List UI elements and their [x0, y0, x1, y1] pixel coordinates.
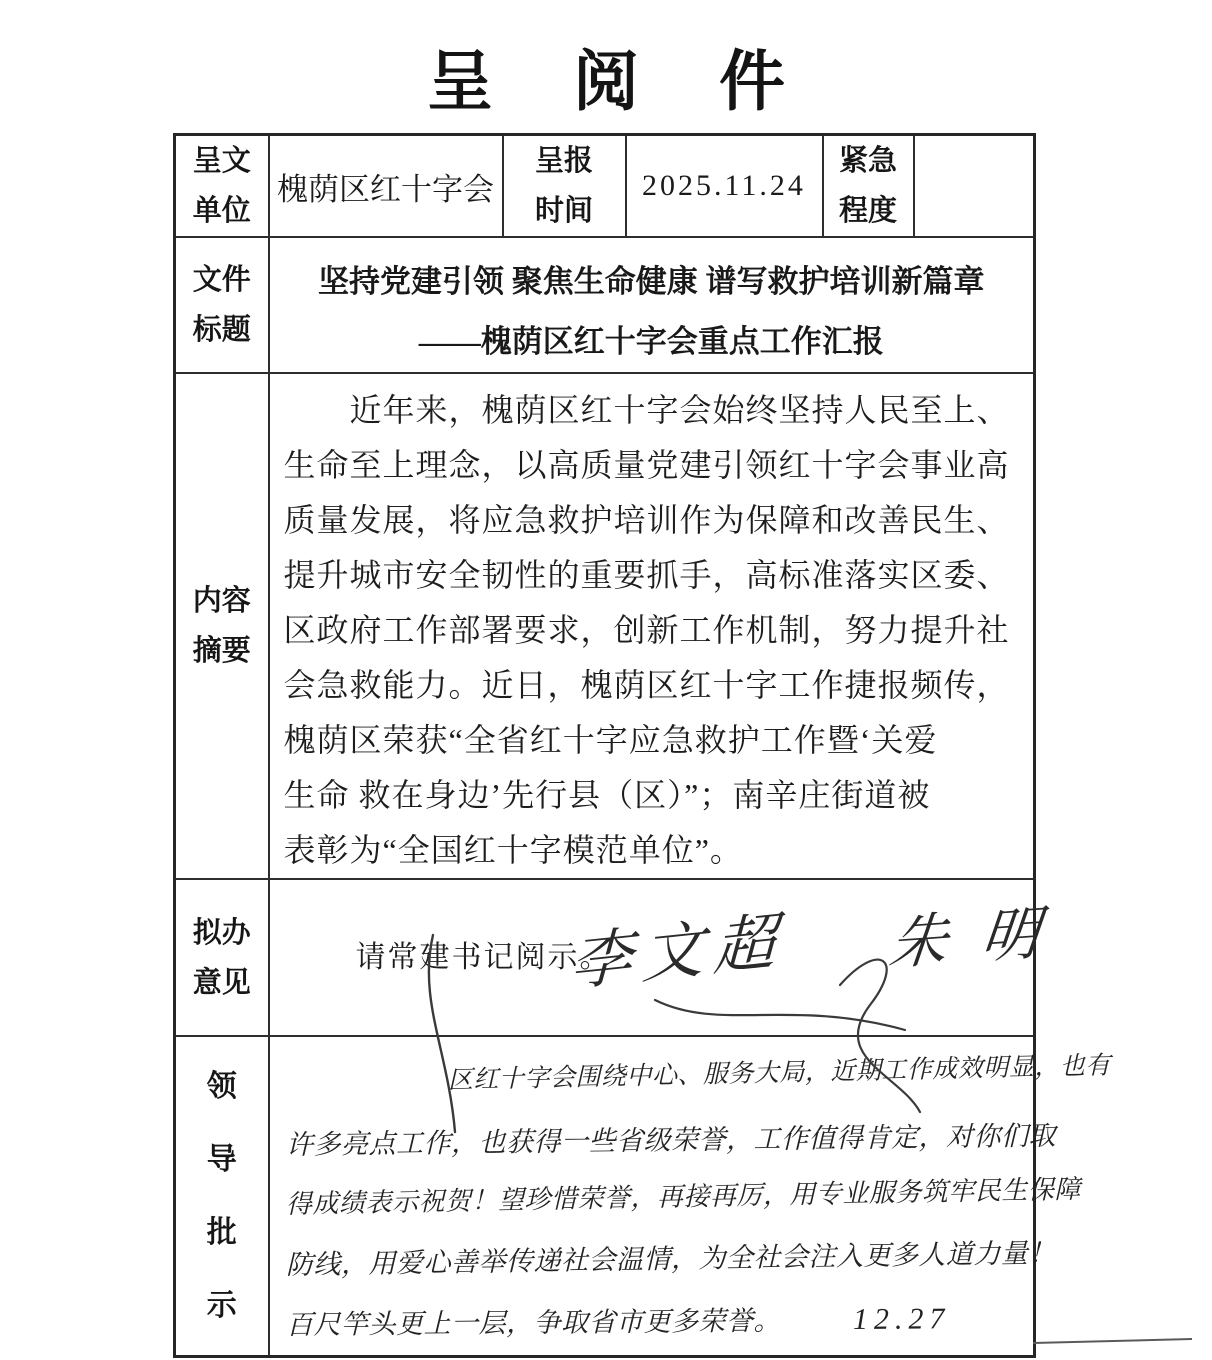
label-summary [175, 373, 269, 879]
label-urgency-text: 紧急程度 [838, 145, 897, 227]
summary-line: 生命 救在身边’先行县（区）”；南辛庄街道被 [283, 776, 931, 813]
label-urgency [823, 135, 914, 238]
row-header [175, 135, 1035, 238]
remarks-line: 区红十字会围绕中心、服务大局，近期工作成效明显，也有 [447, 1052, 1111, 1095]
label-submitting-unit-text: 呈文单位 [192, 145, 251, 227]
row-summary [175, 373, 1035, 879]
remarks-line: 得成绩表示祝贺！望珍惜荣誉，再接再厉，用专业服务筑牢民生保障 [285, 1174, 1081, 1219]
doc-title-line2: ——槐荫区红十字会重点工作汇报 [418, 324, 884, 359]
doc-title-line1: 坚持党建引领 聚焦生命健康 谱写救护培训新篇章 [318, 264, 985, 299]
remarks-line: 防线，用爱心善举传递社会温情，为全社会注入更多人道力量！ [285, 1237, 1056, 1280]
signature-1: 李文超 [568, 907, 786, 999]
remarks-line [285, 1288, 1033, 1355]
urgency-value [914, 135, 1035, 238]
summary-line: 会急救能力。近日，槐荫区红十字工作捷报频传， [283, 666, 1010, 703]
leader-remarks-handwriting [270, 1037, 1111, 1355]
opinion-text: 请常建书记阅示。 [355, 941, 612, 974]
summary-line: 表彰为“全国红十字模范单位”。 [283, 831, 743, 868]
summary-line: 质量发展，将应急救护培训作为保障和改善民生、 [283, 501, 1010, 538]
summary-line: 生命至上理念，以高质量党建引领红十字会事业高 [283, 446, 1010, 483]
remarks-line: 许多亮点工作，也获得一些省级荣誉，工作值得肯定，对你们取 [285, 1120, 1056, 1160]
row-opinion [175, 879, 1035, 1036]
label-submitting-unit [175, 135, 269, 238]
label-proposed-opinion [175, 879, 269, 1036]
remarks-cell [269, 1036, 1111, 1357]
summary-line: 槐荫区荣获“全省红十字应急救护工作暨‘关爱 [283, 721, 938, 758]
label-proposed-opinion-text: 拟办意见 [192, 916, 251, 999]
remarks-last-line-text: 百尺竿头更上一层，争取省市更多荣誉。 [285, 1305, 781, 1340]
label-report-date [503, 135, 626, 238]
row-doc-title [175, 237, 1035, 373]
remarks-date: 12.27 [852, 1302, 951, 1337]
summary-cell [269, 373, 1035, 879]
label-leader-remarks-text: 领导批示 [206, 1070, 237, 1322]
summary-line: 近年来，槐荫区红十字会始终坚持人民至上、 [349, 391, 1010, 428]
summary-line: 提升城市安全韧性的重要抓手，高标准落实区委、 [283, 556, 1010, 593]
page-title [0, 28, 1212, 123]
summary-paragraph [270, 375, 1034, 878]
doc-title-cell [269, 237, 1035, 373]
label-summary-text: 内容摘要 [192, 585, 251, 667]
row-leader-remarks [175, 1036, 1035, 1357]
review-form-table [173, 133, 1111, 1358]
label-doc-title [175, 237, 269, 373]
report-date-value: 2025.11.24 [626, 135, 823, 238]
opinion-cell [269, 879, 1077, 1036]
submitting-unit-value: 槐荫区红十字会 [269, 135, 503, 238]
signature-2: 朱明 [885, 898, 1077, 977]
label-doc-title-text: 文件标题 [192, 264, 251, 346]
label-report-date-text: 呈报时间 [534, 145, 593, 227]
label-leader-remarks [175, 1036, 269, 1357]
summary-line: 区政府工作部署要求，创新工作机制，努力提升社 [283, 611, 1010, 648]
page-title-text: 呈阅件 [427, 46, 865, 119]
